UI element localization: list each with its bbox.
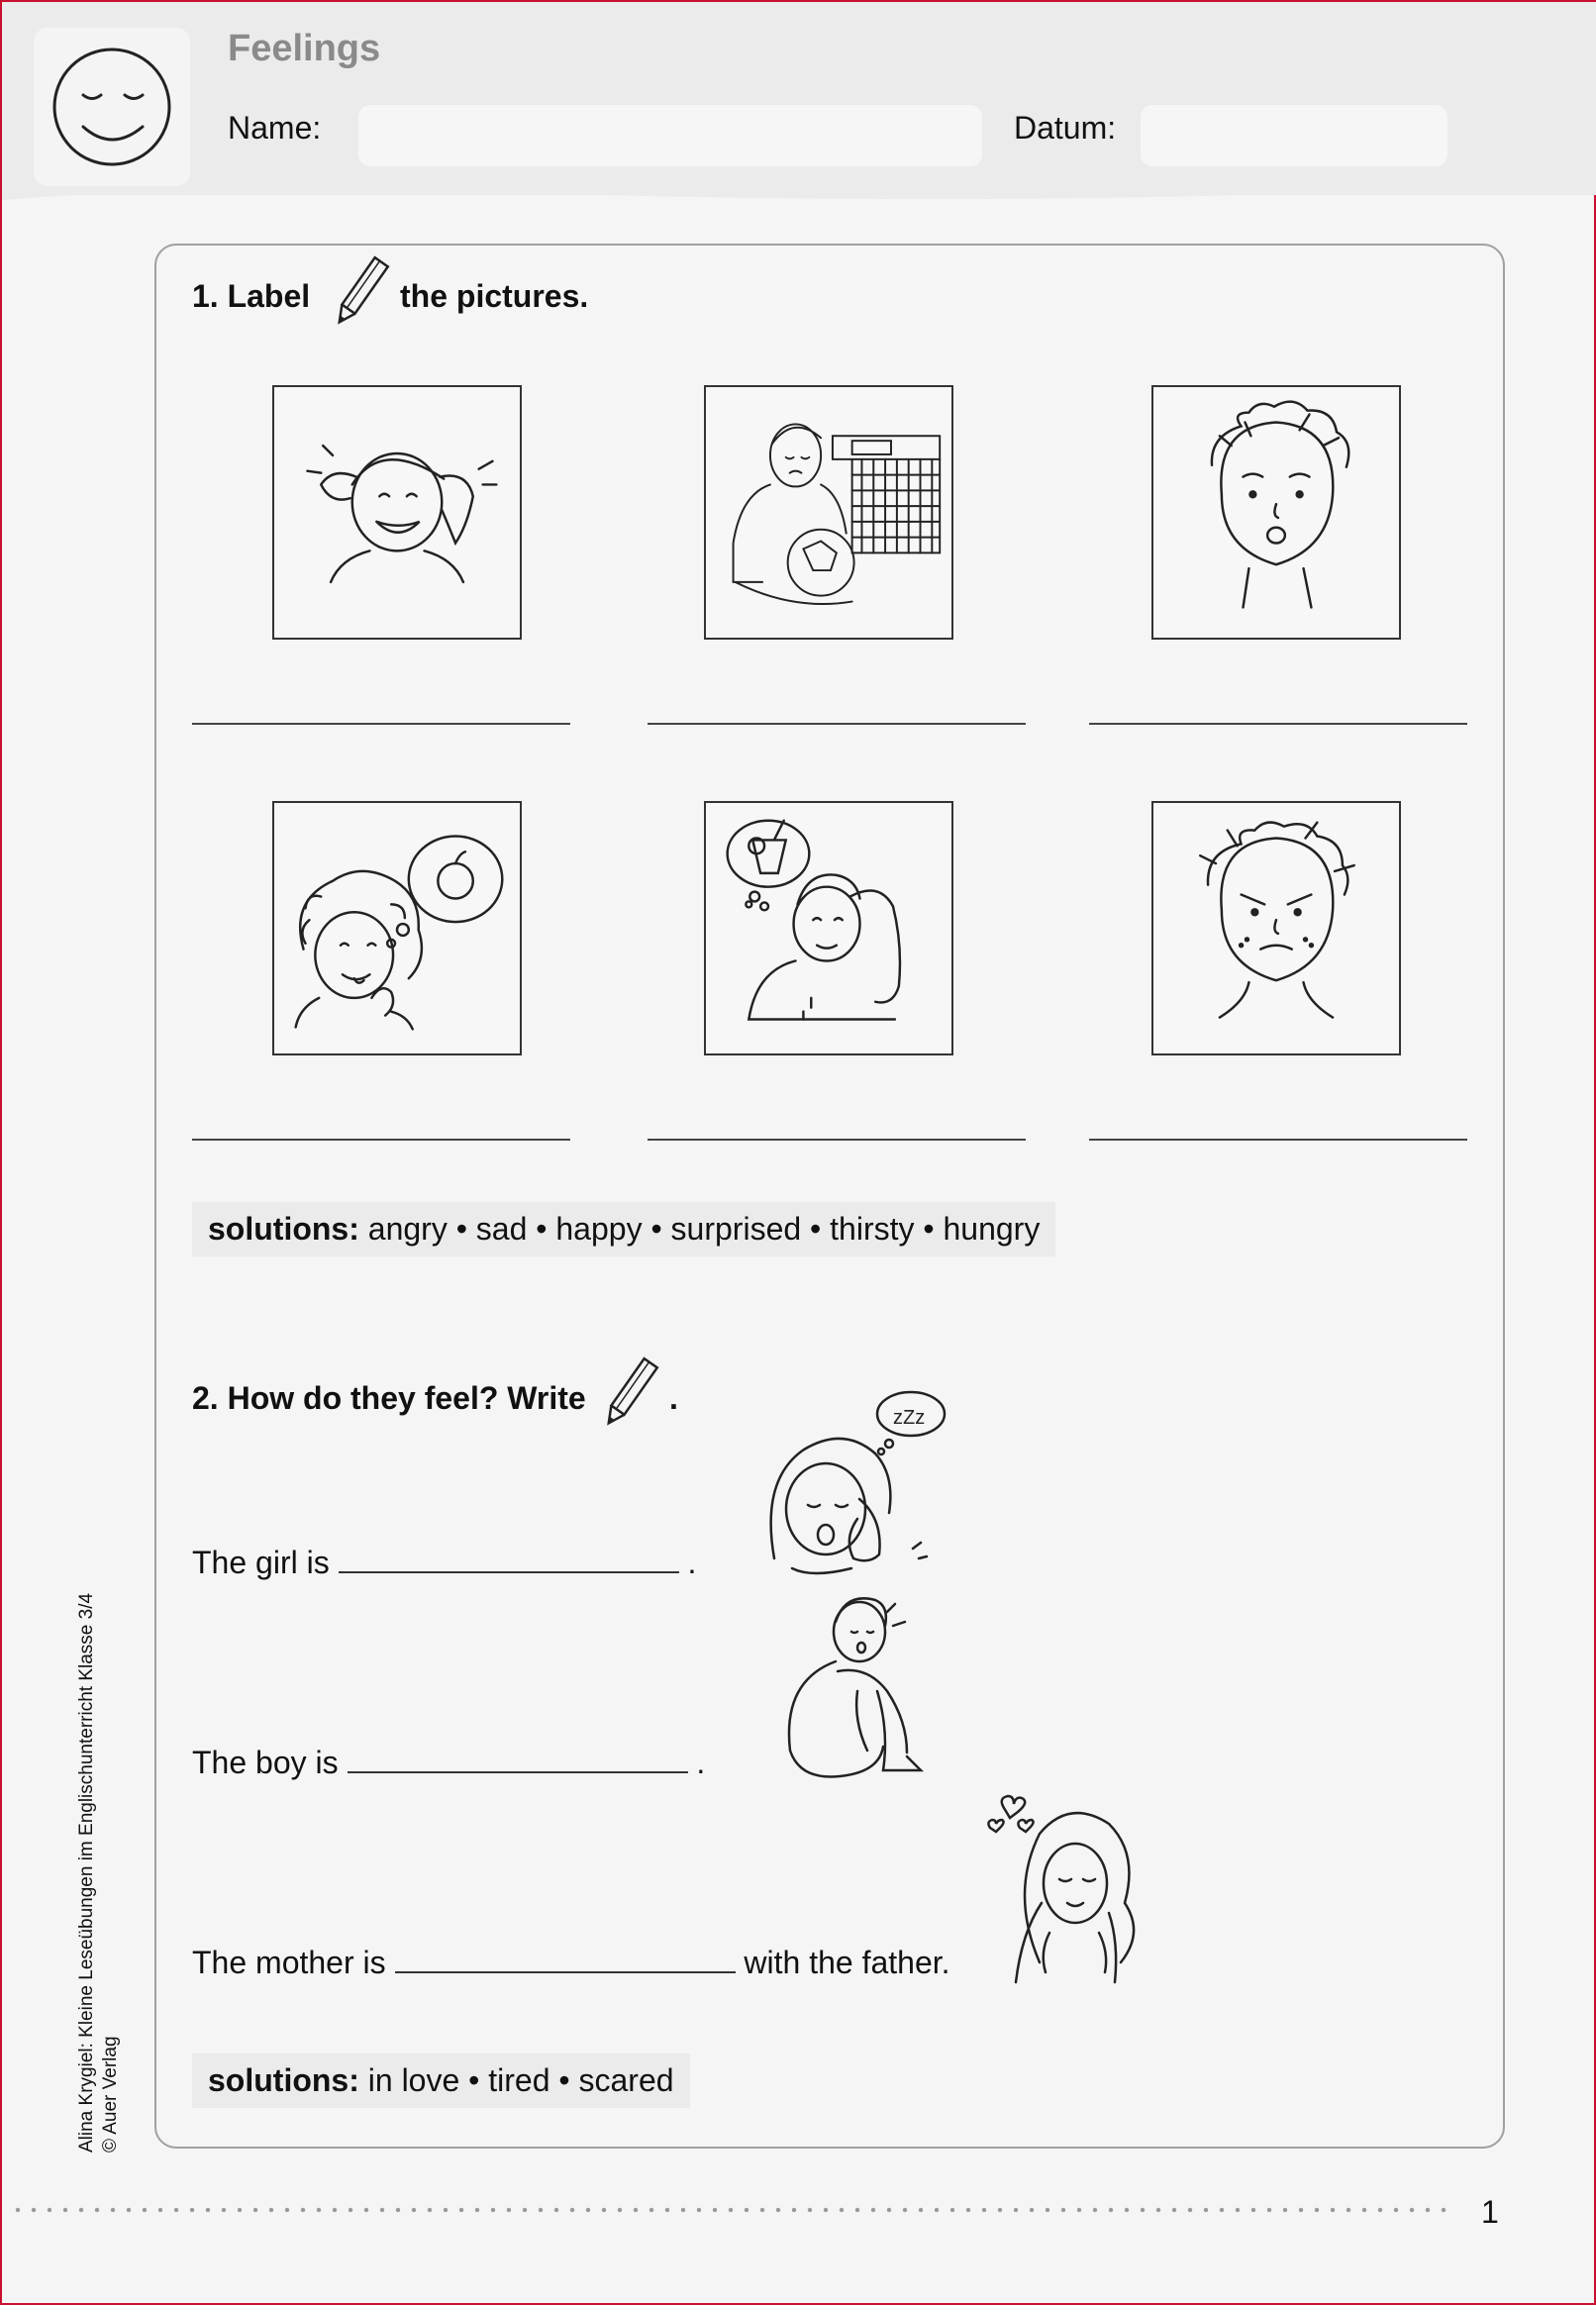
copyright-credit <box>75 1593 123 2153</box>
solutions-label: solutions: <box>208 2062 359 2098</box>
sentence-girl-start: The girl is <box>192 1545 330 1580</box>
credit-line-1: Alina Krygiel: Kleine Leseübungen im Englischunterricht Klasse 3/4 <box>76 1592 97 2153</box>
task2-title: 2. How do they feel? Write <box>192 1380 586 1416</box>
dotted-footer-line <box>10 2206 1455 2214</box>
answer-line-5[interactable] <box>648 1139 1026 1141</box>
sentence-boy-end: . <box>696 1745 706 1780</box>
thirsty-boy-icon <box>706 803 951 1053</box>
header-wave <box>2 170 1596 230</box>
svg-text:zZz: zZz <box>893 1407 926 1429</box>
angry-boy-icon <box>1153 803 1399 1053</box>
credit-line-2: © Auer Verlag <box>100 2036 121 2153</box>
sentence-mother-end: with the father. <box>744 1945 950 1980</box>
date-label: Datum: <box>1014 110 1117 146</box>
task2-solutions <box>192 2054 690 2108</box>
page-title: Feelings <box>228 28 381 69</box>
sleepy-smiley-icon <box>34 28 190 186</box>
logo-box <box>34 28 190 186</box>
picture-hungry-girl <box>272 801 522 1055</box>
sentence-boy <box>192 1745 705 1781</box>
solutions-words: in love • tired • scared <box>367 2062 674 2098</box>
scared-boy-icon <box>768 1592 937 1780</box>
sentence-mother <box>192 1945 950 1981</box>
name-label: Name: <box>228 110 322 146</box>
answer-line-4[interactable] <box>192 1139 570 1141</box>
date-field[interactable] <box>1141 105 1447 166</box>
happy-girl-icon <box>274 387 520 638</box>
task1-solutions <box>192 1202 1055 1256</box>
sentence-girl <box>192 1545 696 1581</box>
sentence-mother-start: The mother is <box>192 1945 386 1980</box>
picture-thirsty-boy <box>704 801 953 1055</box>
blank-girl[interactable] <box>339 1552 679 1573</box>
page-number: 1 <box>1481 2194 1499 2230</box>
sentence-boy-start: The boy is <box>192 1745 339 1780</box>
woman-in-love-icon <box>980 1784 1148 1988</box>
picture-happy-girl <box>272 385 522 640</box>
task2-title-end: . <box>669 1380 678 1416</box>
answer-line-1[interactable] <box>192 723 570 725</box>
picture-angry-boy <box>1151 801 1401 1055</box>
sentence-girl-end: . <box>687 1545 697 1580</box>
picture-sad-boy-ball <box>704 385 953 640</box>
surprised-boy-icon <box>1153 387 1399 638</box>
solutions-words: angry • sad • happy • surprised • thirsty • hungry <box>367 1211 1041 1247</box>
hungry-girl-icon <box>274 803 520 1053</box>
solutions-label: solutions: <box>208 1211 359 1247</box>
pencil-icon <box>325 251 396 333</box>
picture-surprised-boy <box>1151 385 1401 640</box>
answer-line-6[interactable] <box>1089 1139 1467 1141</box>
task1-title-part2: the pictures. <box>400 278 589 314</box>
answer-line-3[interactable] <box>1089 723 1467 725</box>
sad-boy-with-ball-icon <box>706 387 951 638</box>
pencil-icon <box>594 1353 665 1434</box>
answer-line-2[interactable] <box>648 723 1026 725</box>
task1-title-part1: 1. Label <box>192 278 311 314</box>
tired-girl-icon <box>764 1380 952 1578</box>
blank-boy[interactable] <box>348 1752 688 1773</box>
name-field[interactable] <box>358 105 982 166</box>
blank-mother[interactable] <box>395 1952 736 1973</box>
